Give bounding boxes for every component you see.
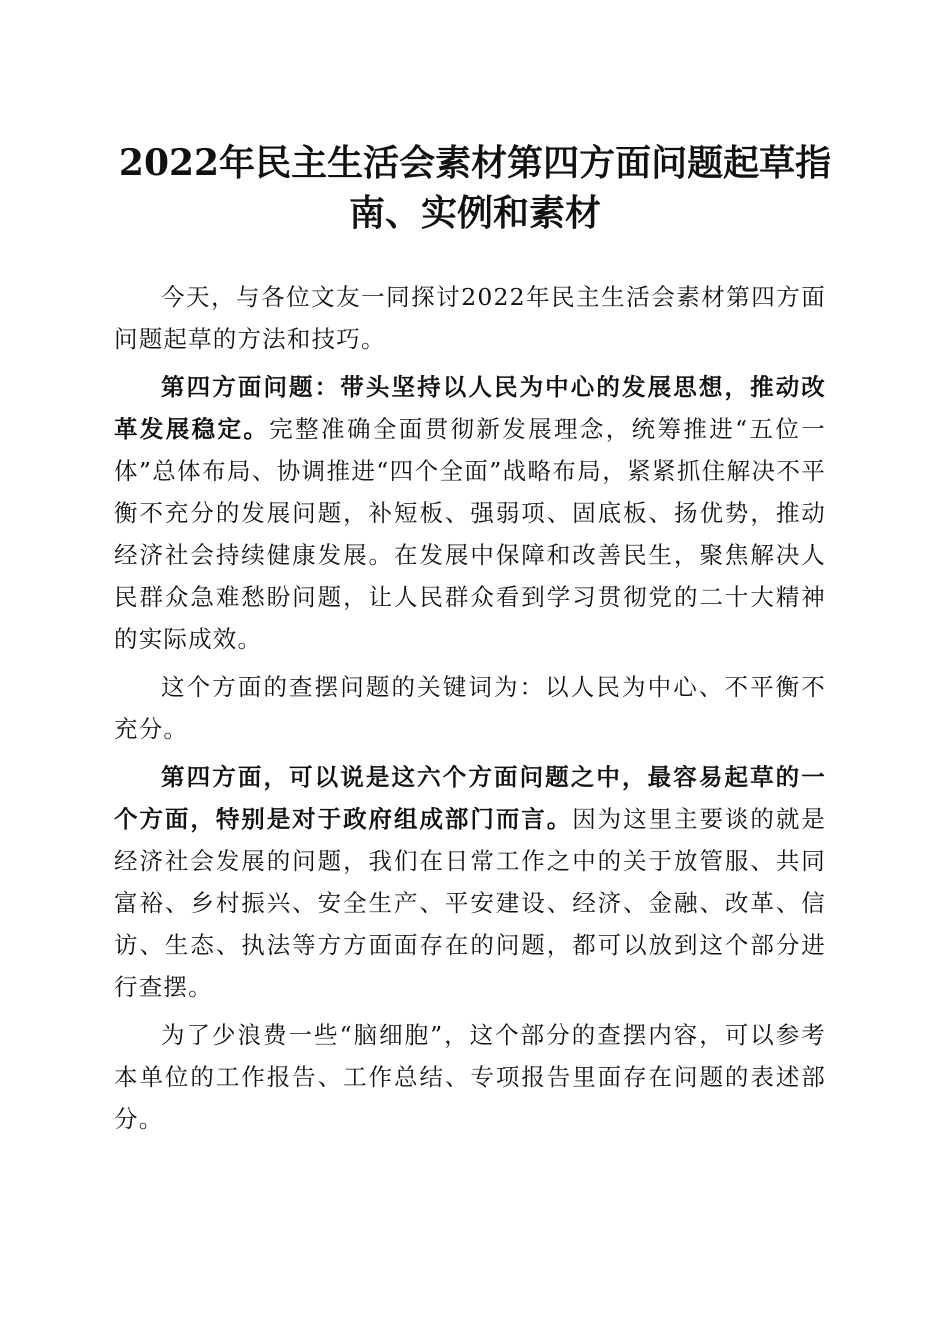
paragraph-fourth-aspect-heading: 第四方面问题：带头坚持以人民为中心的发展思想，推动改革发展稳定。 <box>114 373 826 443</box>
paragraph-intro: 今天，与各位文友一同探讨2022年民主生活会素材第四方面问题起草的方法和技巧。 <box>114 283 826 353</box>
paragraph-easiest-heading: 第四方面，可以说是这六个方面问题之中，最容易起草的一个方面，特别是对于政府组成部门而言。 <box>114 763 826 833</box>
title-line-1: 2022年民主生活会素材第四方面问题起草指 <box>118 142 832 184</box>
paragraph-easiest <box>114 756 826 1008</box>
title-line-2: 南、实例和素材 <box>348 192 601 234</box>
paragraph-keywords: 这个方面的查摆问题的关键词为：以人民为中心、不平衡不充分。 <box>114 673 826 743</box>
paragraph-reference: 为了少浪费一些“脑细胞”，这个部分的查摆内容，可以参考本单位的工作报告、工作总结、专项报告里面存在问题的表述部分。 <box>114 1021 826 1133</box>
paragraph-easiest-text: 因为这里主要谈的就是经济社会发展的问题，我们在日常工作之中的关于放管服、共同富裕、乡村振兴、安全生产、平安建设、经济、金融、改革、信访、生态、执法等方方面面存在的问题，都可以放到这个部分进行查摆。 <box>114 805 826 1001</box>
document-body <box>114 276 826 1140</box>
document-title <box>110 138 840 238</box>
paragraph-fourth-aspect <box>114 366 826 660</box>
paragraph-fourth-aspect-text: 完整准确全面贯彻新发展理念，统筹推进“五位一体”总体布局、协调推进“四个全面”战略布局，紧紧抓住解决不平衡不充分的发展问题，补短板、强弱项、固底板、扬优势，推动经济社会持续健康发展。在发展中保障和改善民生，聚焦解决人民群众急难愁盼问题，让人民群众看到学习贯彻党的二十大精神的实际成效。 <box>114 415 827 653</box>
